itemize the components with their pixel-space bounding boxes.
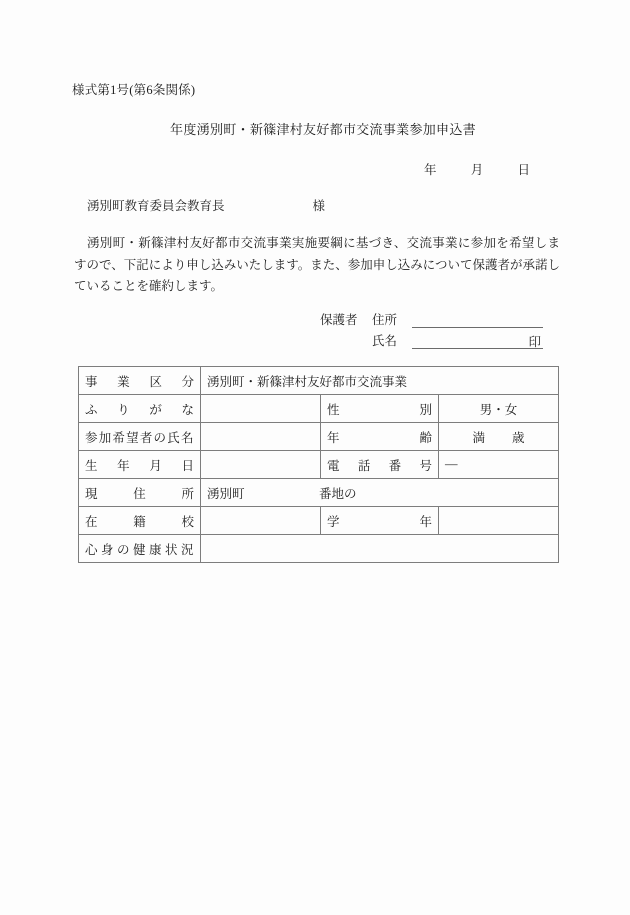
cell-business-category-value: 湧別町・新篠津村友好都市交流事業: [201, 367, 559, 395]
addressee-name: 湧別町教育委員会教育長: [87, 199, 225, 213]
row-label-grade: 学 年: [321, 507, 439, 535]
table-row: [79, 423, 559, 451]
table-row: [79, 395, 559, 423]
guardian-address-input[interactable]: [412, 310, 543, 328]
address-town: 湧別町: [207, 486, 245, 501]
cell-age-input[interactable]: [439, 423, 559, 451]
row-label-health-status: 心身の健康状況: [79, 535, 201, 563]
cell-applicant-name-input[interactable]: [201, 423, 321, 451]
row-label-phone: 電 話 番 号: [321, 451, 439, 479]
table-row: [79, 535, 559, 563]
form-number: 様式第1号(第6条関係): [72, 83, 196, 97]
table-row: [79, 451, 559, 479]
row-label-age: 年 齢: [321, 423, 439, 451]
table-row: [79, 507, 559, 535]
row-label-furigana: ふ り が な: [79, 395, 201, 423]
guardian-name-input[interactable]: [412, 331, 543, 349]
guardian-name-row: [320, 328, 543, 349]
body-paragraph: 湧別町・新篠津村友好都市交流事業実施要綱に基づき、交流事業に参加を希望しますので、下記により申し込みいたします。また、参加申し込みについて保護者が承諾していることを確約します。: [74, 236, 561, 293]
seal-mark: 印: [528, 334, 541, 349]
cell-furigana-input[interactable]: [201, 395, 321, 423]
date-month-label: 月: [470, 163, 484, 177]
row-label-birthdate: 生 年 月 日: [79, 451, 201, 479]
guardian-block: [320, 307, 543, 349]
addressee-honorific: 様: [312, 199, 326, 213]
table-row: [79, 479, 559, 507]
guardian-address-row: [320, 307, 543, 328]
date-line: [424, 160, 530, 178]
cell-birthdate-input[interactable]: [201, 451, 321, 479]
document-title: 年度湧別町・新篠津村友好都市交流事業参加申込書: [170, 122, 476, 137]
address-banchi: 番地の: [319, 486, 357, 501]
application-table: [78, 366, 559, 563]
cell-phone-input[interactable]: [439, 451, 559, 479]
guardian-name-label: 氏名: [372, 334, 398, 348]
date-year-label: 年: [423, 163, 437, 177]
cell-current-address-input[interactable]: [201, 479, 559, 507]
cell-grade-input[interactable]: [439, 507, 559, 535]
cell-gender-options[interactable]: 男・女: [439, 395, 559, 423]
age-prefix: 満: [472, 430, 485, 445]
row-label-applicant-name: 参加希望者の氏名: [79, 423, 201, 451]
guardian-address-label: 住所: [372, 313, 398, 327]
age-unit: 歳: [511, 430, 525, 445]
cell-school-input[interactable]: [201, 507, 321, 535]
row-label-gender: 性 別: [321, 395, 439, 423]
row-label-current-address: 現 住 所: [79, 479, 201, 507]
row-label-school: 在 籍 校: [79, 507, 201, 535]
phone-dash: —: [445, 457, 458, 471]
date-day-label: 日: [517, 163, 530, 177]
addressee: [87, 196, 325, 214]
table-row: [79, 367, 559, 395]
cell-health-status-input[interactable]: [201, 535, 559, 563]
row-label-business-category: 事 業 区 分: [79, 367, 201, 395]
guardian-label: 保護者: [320, 313, 358, 327]
